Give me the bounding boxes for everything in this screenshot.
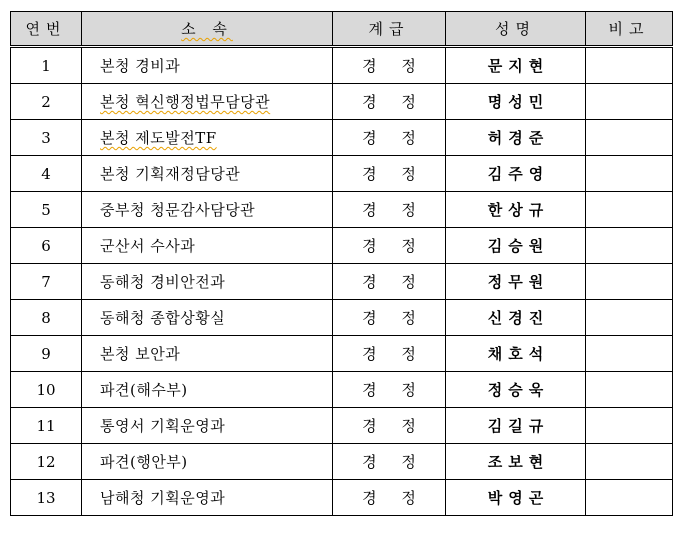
row-name: 박영곤 [446, 480, 586, 516]
row-note [586, 264, 673, 300]
row-name: 명성민 [446, 84, 586, 120]
row-dept [82, 120, 333, 156]
row-rank: 경 정 [333, 120, 446, 156]
header-rank: 계급 [333, 12, 446, 47]
row-no: 11 [11, 408, 82, 444]
row-rank: 경 정 [333, 47, 446, 84]
row-note [586, 84, 673, 120]
row-note [586, 444, 673, 480]
row-rank: 경 정 [333, 336, 446, 372]
row-name: 허경준 [446, 120, 586, 156]
row-note [586, 300, 673, 336]
table-row [11, 84, 673, 120]
row-dept-label: 본청 제도발전TF [100, 129, 217, 147]
row-rank: 경 정 [333, 84, 446, 120]
row-note [586, 156, 673, 192]
row-rank: 경 정 [333, 480, 446, 516]
row-name: 정무원 [446, 264, 586, 300]
table-row [11, 444, 673, 480]
table-row [11, 120, 673, 156]
header-row [11, 12, 673, 47]
row-note [586, 408, 673, 444]
row-no: 13 [11, 480, 82, 516]
row-no: 12 [11, 444, 82, 480]
header-no: 연번 [11, 12, 82, 47]
row-rank: 경 정 [333, 408, 446, 444]
row-no: 9 [11, 336, 82, 372]
row-dept: 군산서 수사과 [82, 228, 333, 264]
table-row [11, 372, 673, 408]
row-dept [82, 84, 333, 120]
table-row [11, 300, 673, 336]
row-no: 1 [11, 47, 82, 84]
row-name: 문지현 [446, 47, 586, 84]
personnel-table [10, 11, 673, 516]
table-header [11, 12, 673, 47]
row-dept: 남해청 기획운영과 [82, 480, 333, 516]
row-name: 조보현 [446, 444, 586, 480]
row-rank: 경 정 [333, 228, 446, 264]
row-no: 6 [11, 228, 82, 264]
row-note [586, 228, 673, 264]
table-row [11, 192, 673, 228]
row-dept: 중부청 청문감사담당관 [82, 192, 333, 228]
row-no: 10 [11, 372, 82, 408]
table-row [11, 408, 673, 444]
row-rank: 경 정 [333, 264, 446, 300]
row-name: 신경진 [446, 300, 586, 336]
row-name: 채호석 [446, 336, 586, 372]
row-name: 한상규 [446, 192, 586, 228]
table-row [11, 47, 673, 84]
row-rank: 경 정 [333, 444, 446, 480]
row-note [586, 480, 673, 516]
row-dept: 파견(행안부) [82, 444, 333, 480]
row-no: 5 [11, 192, 82, 228]
row-rank: 경 정 [333, 156, 446, 192]
header-name: 성명 [446, 12, 586, 47]
row-note [586, 372, 673, 408]
table-row [11, 480, 673, 516]
table-row [11, 228, 673, 264]
header-dept-label: 소 속 [181, 20, 233, 38]
row-dept-label: 본청 혁신행정법무담당관 [100, 93, 271, 111]
row-dept: 본청 기획재정담당관 [82, 156, 333, 192]
row-no: 4 [11, 156, 82, 192]
row-note [586, 120, 673, 156]
header-dept [82, 12, 333, 47]
header-note: 비고 [586, 12, 673, 47]
row-rank: 경 정 [333, 300, 446, 336]
row-dept: 본청 보안과 [82, 336, 333, 372]
row-rank: 경 정 [333, 192, 446, 228]
row-name: 김길규 [446, 408, 586, 444]
row-name: 정승욱 [446, 372, 586, 408]
row-no: 8 [11, 300, 82, 336]
row-dept: 동해청 경비안전과 [82, 264, 333, 300]
table-row [11, 264, 673, 300]
row-note [586, 336, 673, 372]
row-note [586, 192, 673, 228]
row-dept: 파견(해수부) [82, 372, 333, 408]
row-note [586, 47, 673, 84]
row-dept: 본청 경비과 [82, 47, 333, 84]
row-no: 3 [11, 120, 82, 156]
row-dept: 통영서 기획운영과 [82, 408, 333, 444]
table-body [11, 47, 673, 516]
row-no: 7 [11, 264, 82, 300]
row-rank: 경 정 [333, 372, 446, 408]
row-name: 김주영 [446, 156, 586, 192]
row-name: 김승원 [446, 228, 586, 264]
row-no: 2 [11, 84, 82, 120]
row-dept: 동해청 종합상황실 [82, 300, 333, 336]
table-row [11, 156, 673, 192]
table-row [11, 336, 673, 372]
